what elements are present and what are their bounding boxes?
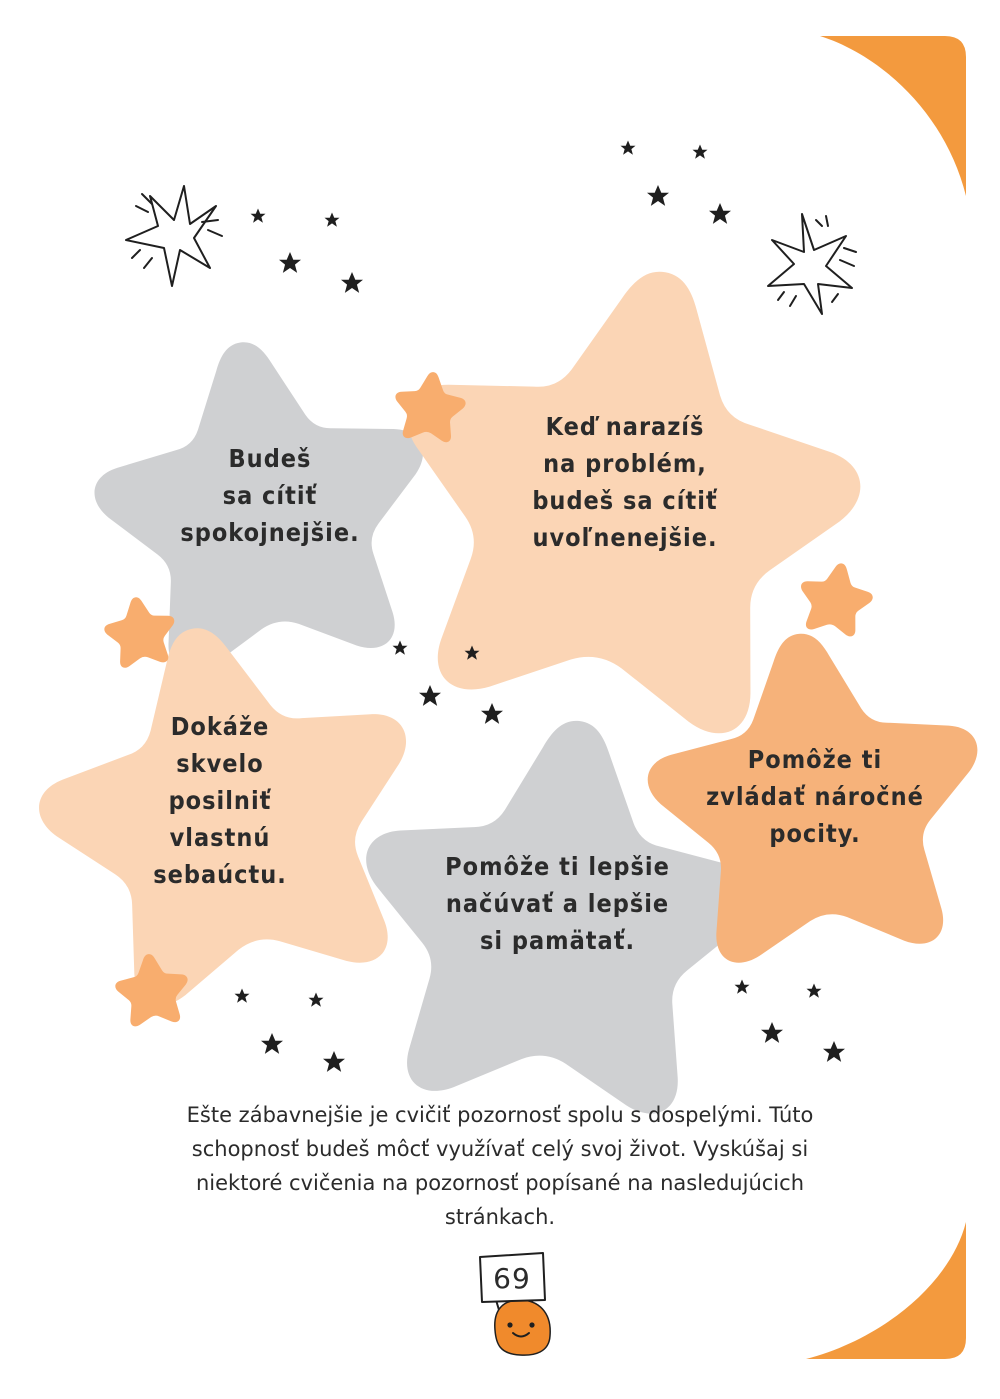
small-dark-star: [419, 685, 441, 706]
corner-accent-bottom: [806, 1222, 966, 1359]
body-line: stránkach.: [444, 1205, 556, 1229]
small-dark-star: [325, 213, 340, 227]
body-paragraph: [140, 1098, 860, 1234]
star-line: sebaúctu.: [153, 860, 287, 889]
small-dark-star: [807, 984, 822, 998]
small-dark-star: [693, 145, 708, 159]
star-line: budeš sa cítiť: [532, 486, 718, 515]
small-orange-star: [794, 557, 878, 639]
star-text-gray-bottom: [425, 848, 690, 959]
small-dark-star: [481, 703, 503, 724]
star-line: Budeš: [228, 444, 312, 473]
small-dark-star: [341, 272, 363, 293]
star-line: vlastnú: [169, 823, 271, 852]
corner-accent-top: [820, 36, 966, 196]
sketch-star-icon: [126, 186, 222, 286]
star-line: spokojnejšie.: [180, 518, 360, 547]
star-line: Keď narazíš: [545, 412, 705, 441]
star-line: zvládať náročné: [706, 782, 924, 811]
small-dark-star: [393, 641, 408, 655]
star-line: Pomôže ti lepšie: [445, 852, 670, 881]
star-line: načúvať a lepšie: [445, 889, 670, 918]
small-dark-star: [251, 209, 266, 223]
star-line: Pomôže ti: [747, 745, 883, 774]
star-line: uvoľnenejšie.: [532, 523, 718, 552]
small-dark-star: [235, 989, 250, 1003]
small-dark-star: [647, 185, 669, 206]
small-dark-star: [621, 141, 636, 155]
body-line: schopnosť budeš môcť využívať celý svoj život. Vyskúšaj si: [191, 1137, 809, 1161]
page-number: 69: [493, 1262, 531, 1295]
star-text-orange-right: [690, 741, 940, 852]
small-dark-star: [323, 1051, 345, 1072]
star-line: si pamätať.: [479, 926, 636, 955]
body-line: niektoré cvičenia na pozornosť popísané na nasledujúcich: [195, 1171, 804, 1195]
small-dark-star: [261, 1033, 283, 1054]
small-dark-star: [309, 993, 324, 1007]
sketch-star-icon: [768, 214, 856, 314]
small-dark-star: [823, 1041, 845, 1062]
star-line: Dokáže: [170, 712, 270, 741]
small-dark-star: [709, 203, 731, 224]
star-line: pocity.: [769, 819, 861, 848]
star-line: posilniť: [168, 786, 272, 815]
star-text-peach-top: [500, 408, 750, 556]
small-dark-star: [279, 252, 301, 273]
star-text-gray-left: [150, 440, 390, 551]
star-line: sa cítiť: [222, 481, 318, 510]
small-dark-star: [761, 1022, 783, 1043]
star-line: na problém,: [543, 449, 707, 478]
small-dark-star: [735, 980, 750, 994]
small-orange-star: [100, 592, 179, 669]
star-line: skvelo: [176, 749, 264, 778]
star-text-peach-left: [110, 708, 330, 893]
body-line: Ešte zábavnejšie je cvičiť pozornosť spolu s dospelými. Túto: [186, 1103, 814, 1127]
